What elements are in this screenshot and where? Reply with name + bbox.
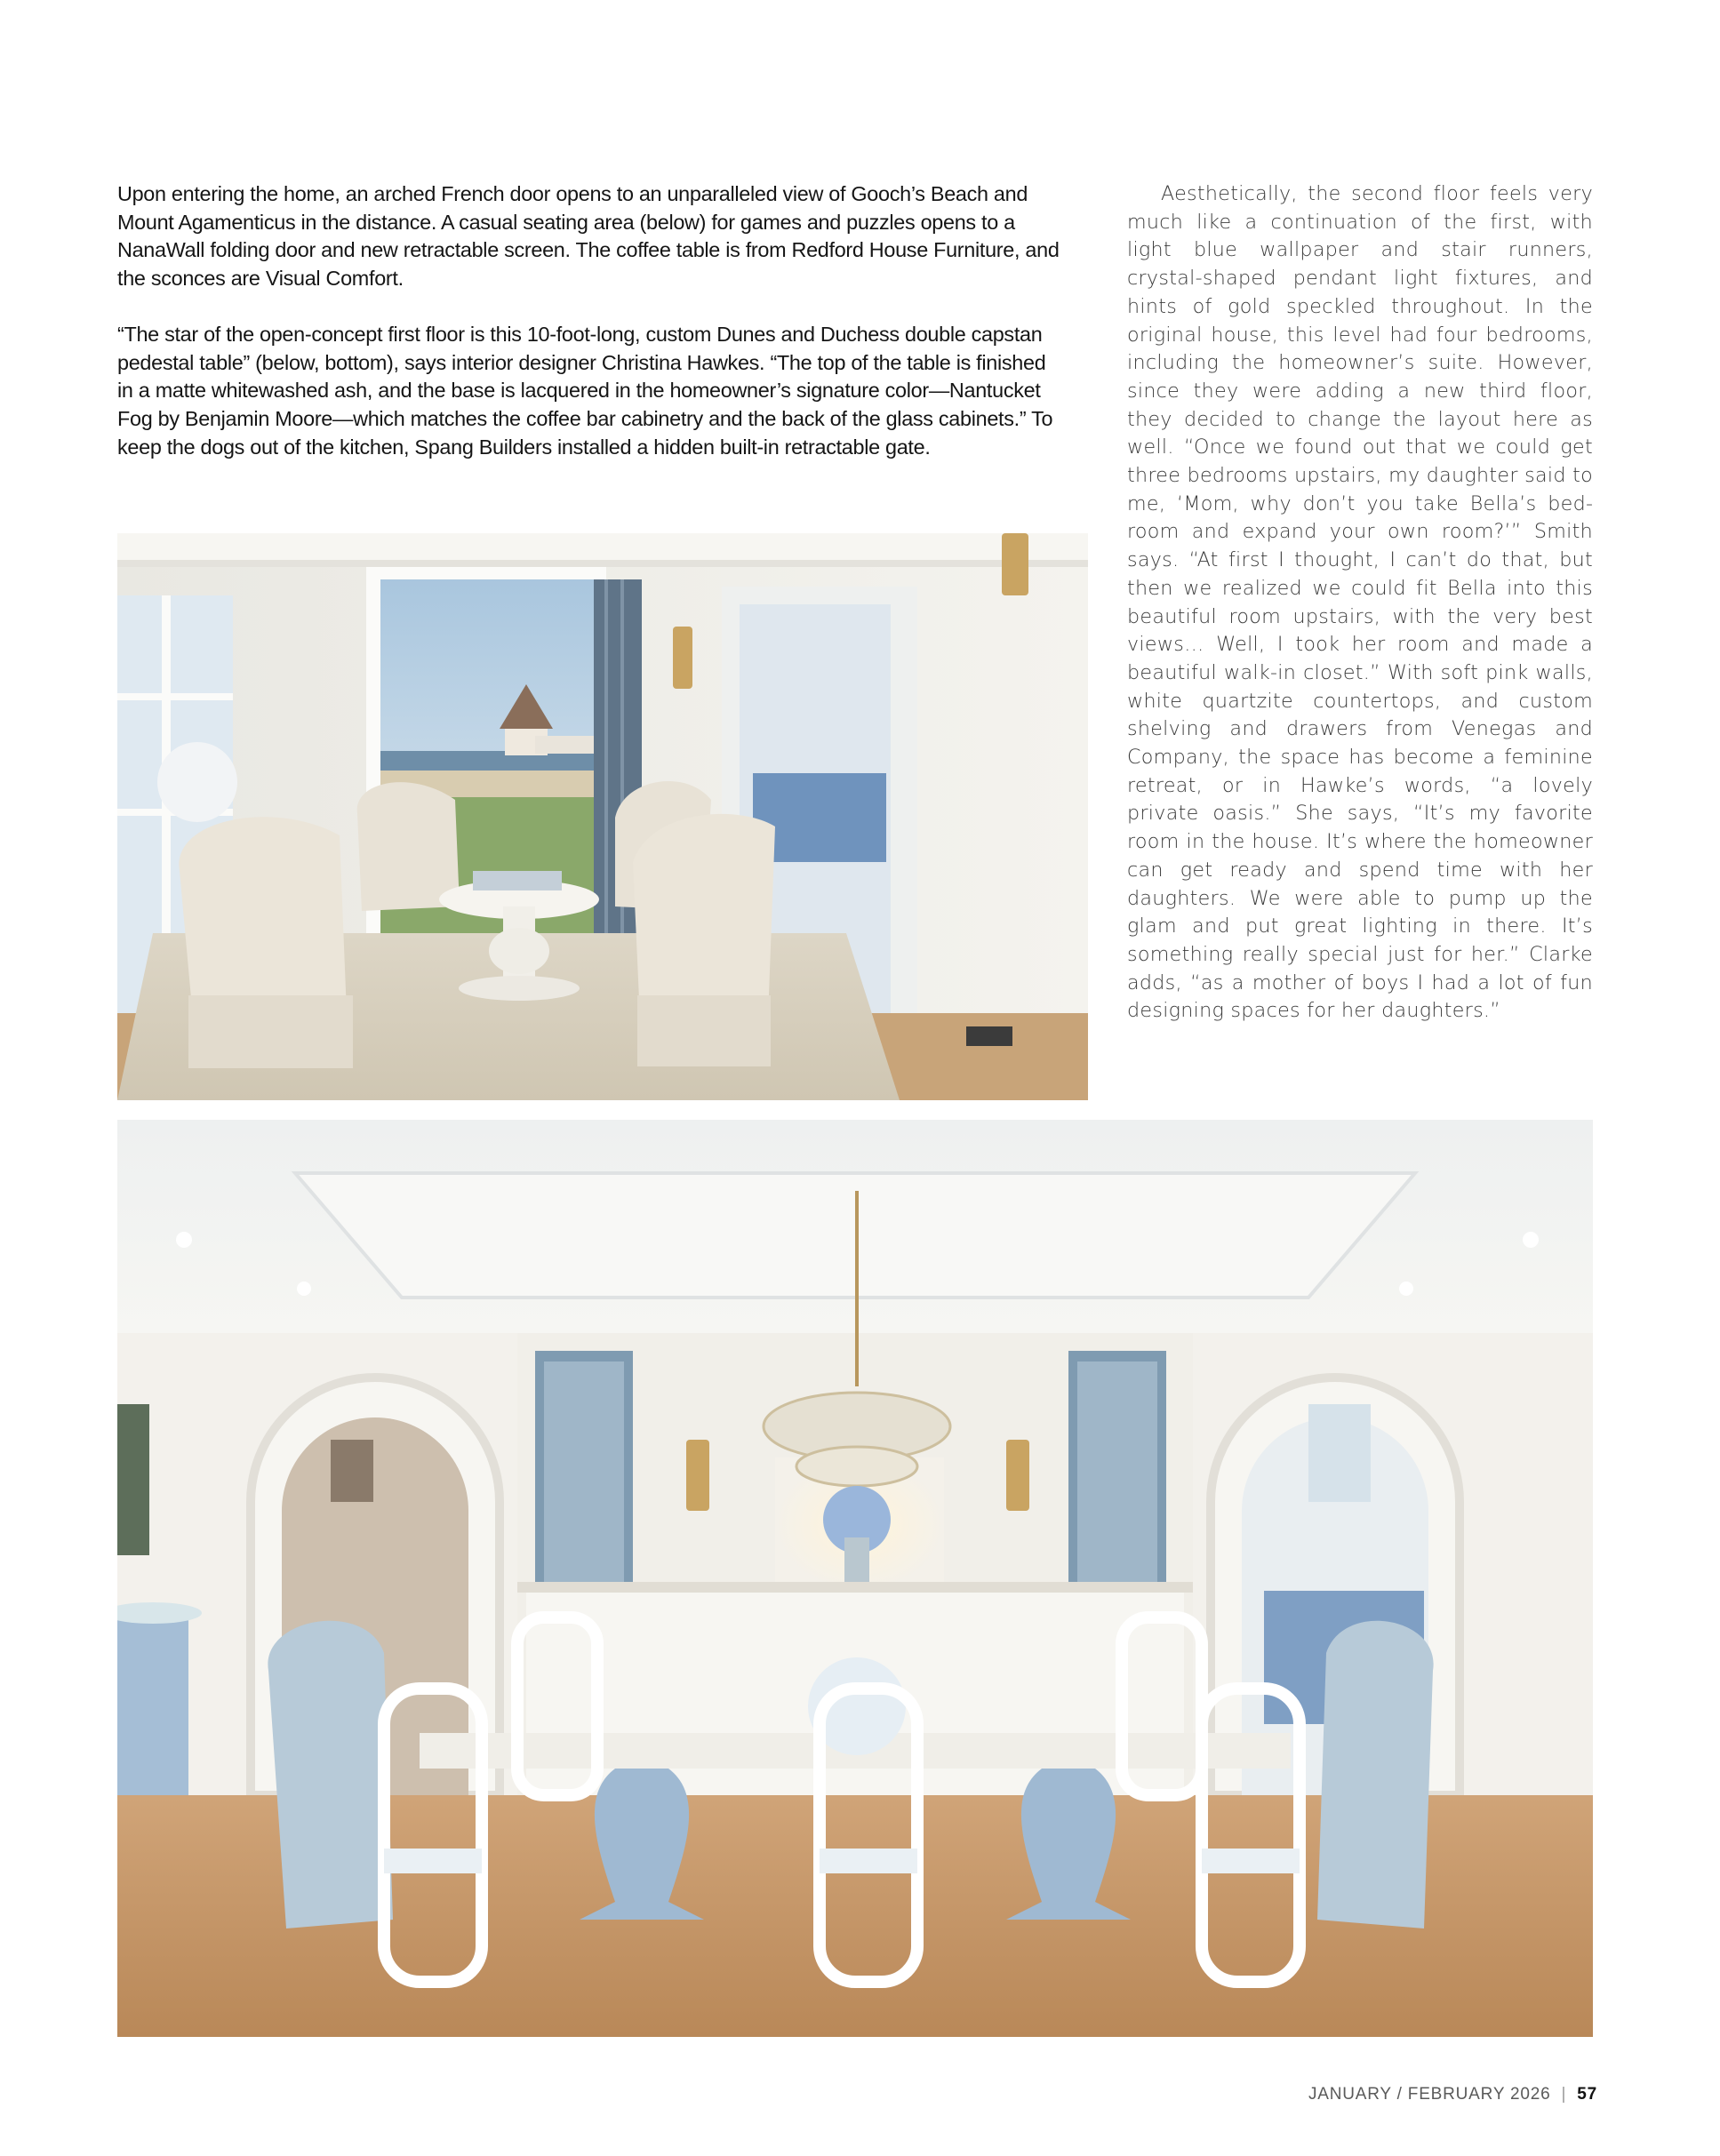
article-right-column — [1127, 180, 1593, 1026]
dining-room-photo — [117, 1120, 1593, 2037]
article-paragraph-3: Aesthetically, the second floor feels very much like a continuation of the first, with light blue wallpaper and stair runners, crystal-shaped pendant light fixtures, and hints of gold speckled throughout. In the original house, this level had four bedrooms, including the homeowner’s suite. However, since they were adding a new third floor, they decided to change the layout here as well. “Once we found out that we could get three bedrooms upstairs, my daughter said to me, ‘Mom, why don’t you take Bella’s bedroom and expand your own room?’” Smith says. “At first I thought, I can’t do that, but then we realized we could fit Bella into this beautiful room upstairs, with the very best views… Well, I took her room and made a beautiful walk-in closet.” With soft pink walls, white quartzite countertops, and custom shelving and drawers from Venegas and Company, the space has become a feminine retreat, or in Hawke’s words, “a lovely private oasis.” She says, “It’s my favorite room in the house. It’s where the homeowner can get ready and spend time with her daughters. We were able to pump up the glam and put great lighting in there. It’s something really special just for her.” Clarke adds, “as a mother of boys I had a lot of fun designing spaces for her daughters.” — [1127, 182, 1593, 1023]
article-left-column — [117, 180, 1060, 489]
page-folio — [1308, 2085, 1597, 2104]
seating-area-photo — [117, 533, 1088, 1100]
page-number: 57 — [1577, 2085, 1597, 2104]
folio-separator: | — [1561, 2085, 1567, 2104]
article-paragraph-1: Upon entering the home, an arched French door opens to an unparalleled view of Gooch’s Beach and Mount Agamenticus in the distance. A casual seating area (below) for games and puzzles opens to a NanaWall folding door and new retractable screen. The coffee table is from Redford House Furniture, and the sconces are Visual Comfort. — [117, 182, 1060, 291]
article-paragraph-2: “The star of the open-concept first floor is this 10-foot-long, custom Dunes and Duchess double capstan pedestal table” (below, bottom), says interior designer Christina Hawkes. “The top of the table is finished in a matte whitewashed ash, and the base is lacquered in the homeowner’s signature color—Nantucket Fog by Benjamin Moore—which matches the coffee bar cabinetry and the back of the glass cabinets.” To keep the dogs out of the kitchen, Spang Builders installed a hidden built-in retractable gate. — [117, 322, 1053, 459]
issue-date: JANUARY / FEBRUARY 2026 — [1308, 2085, 1551, 2104]
